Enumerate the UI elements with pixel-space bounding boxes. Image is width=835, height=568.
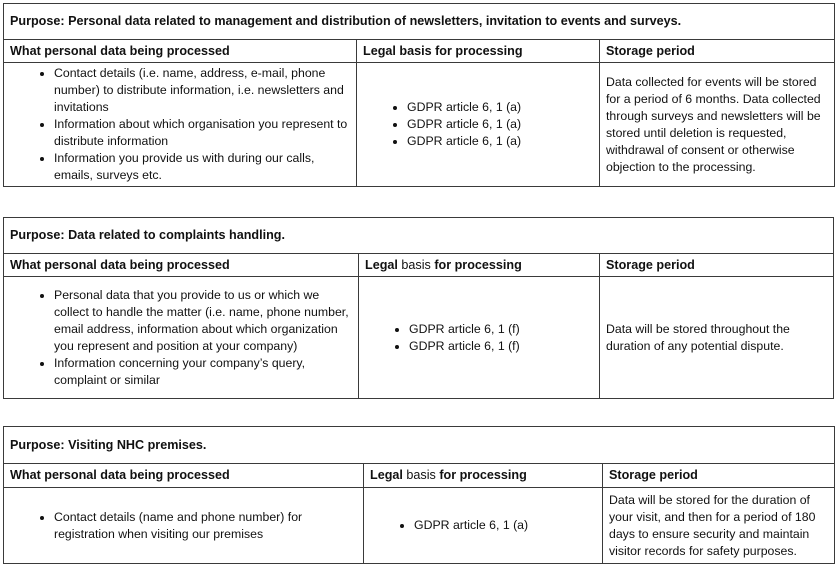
column-header-storage: Storage period [600, 40, 835, 63]
storage-cell: Data will be stored for the duration of your visit, and then for a period of 180 days to ensure security and maintain visitor records for safety purposes. [603, 488, 835, 564]
column-header-legal: Legal basis for processing [357, 40, 600, 63]
list-item: • Personal data that you provide to us or which we collect to handle the matter (i.e. name, phone number, email address, information about which organization you represent and position at your company) [54, 287, 352, 355]
data-cell [4, 277, 359, 399]
basis-word: basis [406, 468, 436, 482]
legal-word: Legal [365, 257, 398, 272]
basis-word: basis [401, 257, 431, 272]
column-header-data: What personal data being processed [4, 40, 357, 63]
list-item: • GDPR article 6, 1 (a) [407, 116, 593, 133]
list-item: • GDPR article 6, 1 (a) [407, 133, 593, 150]
legal-cell [359, 277, 600, 399]
list-item: • Information you provide us with during our calls, emails, surveys etc. [54, 150, 350, 184]
for-processing-words: for processing [439, 468, 527, 482]
storage-cell: Data will be stored throughout the duration of any potential dispute. [600, 277, 834, 399]
legal-cell [357, 63, 600, 187]
list-item: • Contact details (i.e. name, address, e-mail, phone number) to distribute information, i.e. newsletters and invitations [54, 65, 350, 116]
list-item: • GDPR article 6, 1 (f) [409, 321, 593, 338]
column-header-legal [364, 464, 603, 488]
for-processing-words: for processing [434, 257, 522, 272]
column-header-data: What personal data being processed [4, 254, 359, 277]
legal-cell [364, 488, 603, 564]
data-cell [4, 488, 364, 564]
column-header-data: What personal data being processed [4, 464, 364, 488]
column-header-legal [359, 254, 600, 277]
list-item: • Information concerning your company’s query, complaint or similar [54, 355, 352, 389]
list-item: • GDPR article 6, 1 (f) [409, 338, 593, 355]
data-cell [4, 63, 357, 187]
complaints-purpose-table [3, 217, 834, 399]
column-header-storage: Storage period [600, 254, 834, 277]
purpose-title: Purpose: Visiting NHC premises. [4, 427, 835, 464]
list-item: • Information about which organisation you represent to distribute information [54, 116, 350, 150]
purpose-title: Purpose: Personal data related to management and distribution of newsletters, invitation to events and surveys. [4, 4, 835, 40]
list-item: • GDPR article 6, 1 (a) [414, 517, 596, 534]
purpose-title: Purpose: Data related to complaints handling. [4, 218, 834, 254]
list-item: • Contact details (name and phone number) for registration when visiting our premises [54, 509, 357, 543]
list-item: • GDPR article 6, 1 (a) [407, 99, 593, 116]
premises-purpose-table [3, 426, 835, 564]
column-header-storage: Storage period [603, 464, 835, 488]
storage-cell: Data collected for events will be stored for a period of 6 months. Data collected through surveys and newsletters will be stored until deletion is requested, withdrawal of consent or otherwise objection to the processing. [600, 63, 835, 187]
legal-word: Legal [370, 468, 403, 482]
newsletter-purpose-table [3, 3, 835, 187]
